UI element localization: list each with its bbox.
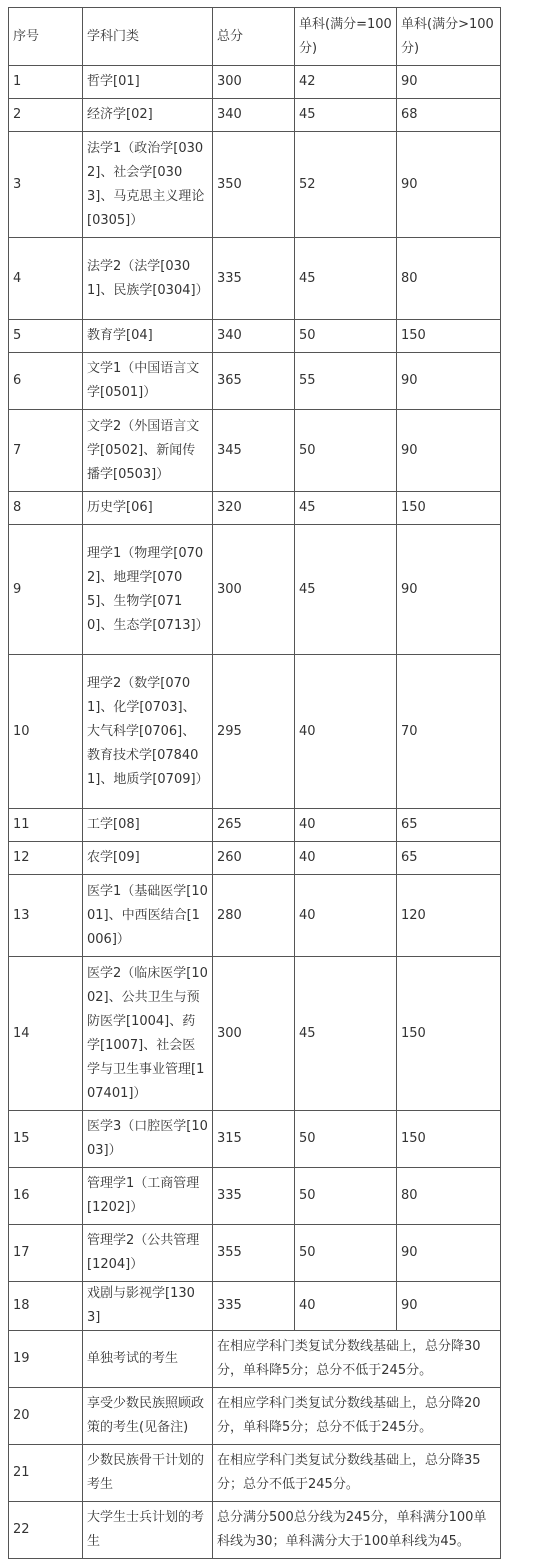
table-row-special [9, 1388, 501, 1445]
row-note: 总分满分500总分线为245分，单科满分100单科线为30；单科满分大于100单科线为45。 [213, 1502, 501, 1559]
row-subject: 医学2（临床医学[1002]、公共卫生与预防医学[1004]、药学[1007]、社会医学与卫生事业管理[107401]） [83, 957, 213, 1111]
row-no: 11 [9, 809, 83, 842]
row-single-over-100: 65 [397, 809, 501, 842]
row-no: 12 [9, 842, 83, 875]
row-no: 13 [9, 875, 83, 957]
row-subject: 管理学1（工商管理[1202]） [83, 1168, 213, 1225]
row-note: 在相应学科门类复试分数线基础上，总分降20分，单科降5分；总分不低于245分。 [213, 1388, 501, 1445]
row-no: 10 [9, 655, 83, 809]
row-subject: 文学2（外国语言文学[0502]、新闻传播学[0503]） [83, 410, 213, 492]
row-single-100: 40 [295, 1282, 397, 1331]
row-single-over-100: 150 [397, 957, 501, 1111]
row-total: 335 [213, 1282, 295, 1331]
row-single-100: 50 [295, 1225, 397, 1282]
row-subject: 理学1（物理学[0702]、地理学[0705]、生物学[0710]、生态学[0713]） [83, 525, 213, 655]
row-single-100: 40 [295, 809, 397, 842]
row-single-over-100: 80 [397, 238, 501, 320]
row-subject: 哲学[01] [83, 66, 213, 99]
row-total: 340 [213, 99, 295, 132]
header-row [9, 8, 501, 66]
row-note: 在相应学科门类复试分数线基础上，总分降30分，单科降5分；总分不低于245分。 [213, 1331, 501, 1388]
row-single-100: 40 [295, 655, 397, 809]
row-no: 18 [9, 1282, 83, 1331]
row-subject: 享受少数民族照顾政策的考生(见备注) [83, 1388, 213, 1445]
row-single-over-100: 65 [397, 842, 501, 875]
row-no: 20 [9, 1388, 83, 1445]
row-total: 315 [213, 1111, 295, 1168]
row-single-over-100: 90 [397, 353, 501, 410]
table-row-special [9, 1331, 501, 1388]
table-row [9, 1225, 501, 1282]
row-subject: 管理学2（公共管理[1204]） [83, 1225, 213, 1282]
row-single-over-100: 90 [397, 66, 501, 99]
row-subject: 医学1（基础医学[1001]、中西医结合[1006]） [83, 875, 213, 957]
row-no: 16 [9, 1168, 83, 1225]
table-row [9, 525, 501, 655]
row-no: 22 [9, 1502, 83, 1559]
header-single-100: 单科(满分=100分) [295, 8, 397, 66]
row-total: 260 [213, 842, 295, 875]
row-subject: 医学3（口腔医学[1003]） [83, 1111, 213, 1168]
table-body [9, 8, 501, 1559]
row-single-100: 45 [295, 525, 397, 655]
row-subject: 单独考试的考生 [83, 1331, 213, 1388]
row-no: 21 [9, 1445, 83, 1502]
row-no: 3 [9, 132, 83, 238]
row-single-100: 40 [295, 842, 397, 875]
row-no: 15 [9, 1111, 83, 1168]
row-no: 14 [9, 957, 83, 1111]
row-subject: 法学1（政治学[0302]、社会学[0303]、马克思主义理论[0305]） [83, 132, 213, 238]
row-single-100: 50 [295, 410, 397, 492]
row-single-100: 50 [295, 320, 397, 353]
row-single-over-100: 90 [397, 1282, 501, 1331]
table-row [9, 320, 501, 353]
row-total: 300 [213, 525, 295, 655]
header-subject: 学科门类 [83, 8, 213, 66]
row-note: 在相应学科门类复试分数线基础上，总分降35分；总分不低于245分。 [213, 1445, 501, 1502]
row-subject: 大学生士兵计划的考生 [83, 1502, 213, 1559]
row-no: 6 [9, 353, 83, 410]
row-no: 4 [9, 238, 83, 320]
header-no: 序号 [9, 8, 83, 66]
header-total: 总分 [213, 8, 295, 66]
row-total: 335 [213, 238, 295, 320]
table-row [9, 655, 501, 809]
table-row [9, 809, 501, 842]
row-subject: 戏剧与影视学[1303] [83, 1282, 213, 1331]
table-row [9, 492, 501, 525]
row-total: 365 [213, 353, 295, 410]
table-row-special [9, 1502, 501, 1559]
row-subject: 理学2（数学[0701]、化学[0703]、大气科学[0706]、教育技术学[078401]、地质学[0709]） [83, 655, 213, 809]
table-row [9, 238, 501, 320]
row-total: 345 [213, 410, 295, 492]
row-no: 1 [9, 66, 83, 99]
row-single-over-100: 90 [397, 1225, 501, 1282]
row-subject: 经济学[02] [83, 99, 213, 132]
table-row [9, 1111, 501, 1168]
row-single-over-100: 70 [397, 655, 501, 809]
table-row [9, 842, 501, 875]
table-row [9, 957, 501, 1111]
row-total: 300 [213, 957, 295, 1111]
row-single-100: 40 [295, 875, 397, 957]
row-subject: 文学1（中国语言文学[0501]） [83, 353, 213, 410]
row-single-over-100: 150 [397, 1111, 501, 1168]
row-total: 340 [213, 320, 295, 353]
row-total: 280 [213, 875, 295, 957]
table-row [9, 875, 501, 957]
score-table [8, 7, 501, 1559]
row-single-over-100: 90 [397, 132, 501, 238]
row-single-100: 45 [295, 957, 397, 1111]
row-single-over-100: 90 [397, 525, 501, 655]
row-single-100: 45 [295, 99, 397, 132]
table-row [9, 132, 501, 238]
row-no: 19 [9, 1331, 83, 1388]
table-row [9, 410, 501, 492]
row-single-100: 52 [295, 132, 397, 238]
row-single-over-100: 90 [397, 410, 501, 492]
row-single-100: 42 [295, 66, 397, 99]
row-single-over-100: 150 [397, 492, 501, 525]
row-subject: 教育学[04] [83, 320, 213, 353]
row-single-100: 45 [295, 492, 397, 525]
row-subject: 少数民族骨干计划的考生 [83, 1445, 213, 1502]
table-row [9, 99, 501, 132]
row-single-over-100: 80 [397, 1168, 501, 1225]
table-row [9, 353, 501, 410]
row-total: 355 [213, 1225, 295, 1282]
row-subject: 历史学[06] [83, 492, 213, 525]
row-no: 7 [9, 410, 83, 492]
row-subject: 工学[08] [83, 809, 213, 842]
row-total: 320 [213, 492, 295, 525]
row-no: 9 [9, 525, 83, 655]
table-row [9, 1168, 501, 1225]
table-row [9, 1282, 501, 1331]
header-single-over-100: 单科(满分>100分) [397, 8, 501, 66]
row-single-100: 50 [295, 1111, 397, 1168]
row-total: 350 [213, 132, 295, 238]
row-total: 265 [213, 809, 295, 842]
row-single-100: 45 [295, 238, 397, 320]
row-no: 5 [9, 320, 83, 353]
row-subject: 法学2（法学[0301]、民族学[0304]） [83, 238, 213, 320]
table-row [9, 66, 501, 99]
table-row-special [9, 1445, 501, 1502]
row-single-over-100: 68 [397, 99, 501, 132]
row-no: 2 [9, 99, 83, 132]
row-single-over-100: 120 [397, 875, 501, 957]
row-single-100: 55 [295, 353, 397, 410]
row-no: 17 [9, 1225, 83, 1282]
row-single-over-100: 150 [397, 320, 501, 353]
row-single-100: 50 [295, 1168, 397, 1225]
row-total: 300 [213, 66, 295, 99]
row-total: 335 [213, 1168, 295, 1225]
row-total: 295 [213, 655, 295, 809]
row-no: 8 [9, 492, 83, 525]
row-subject: 农学[09] [83, 842, 213, 875]
